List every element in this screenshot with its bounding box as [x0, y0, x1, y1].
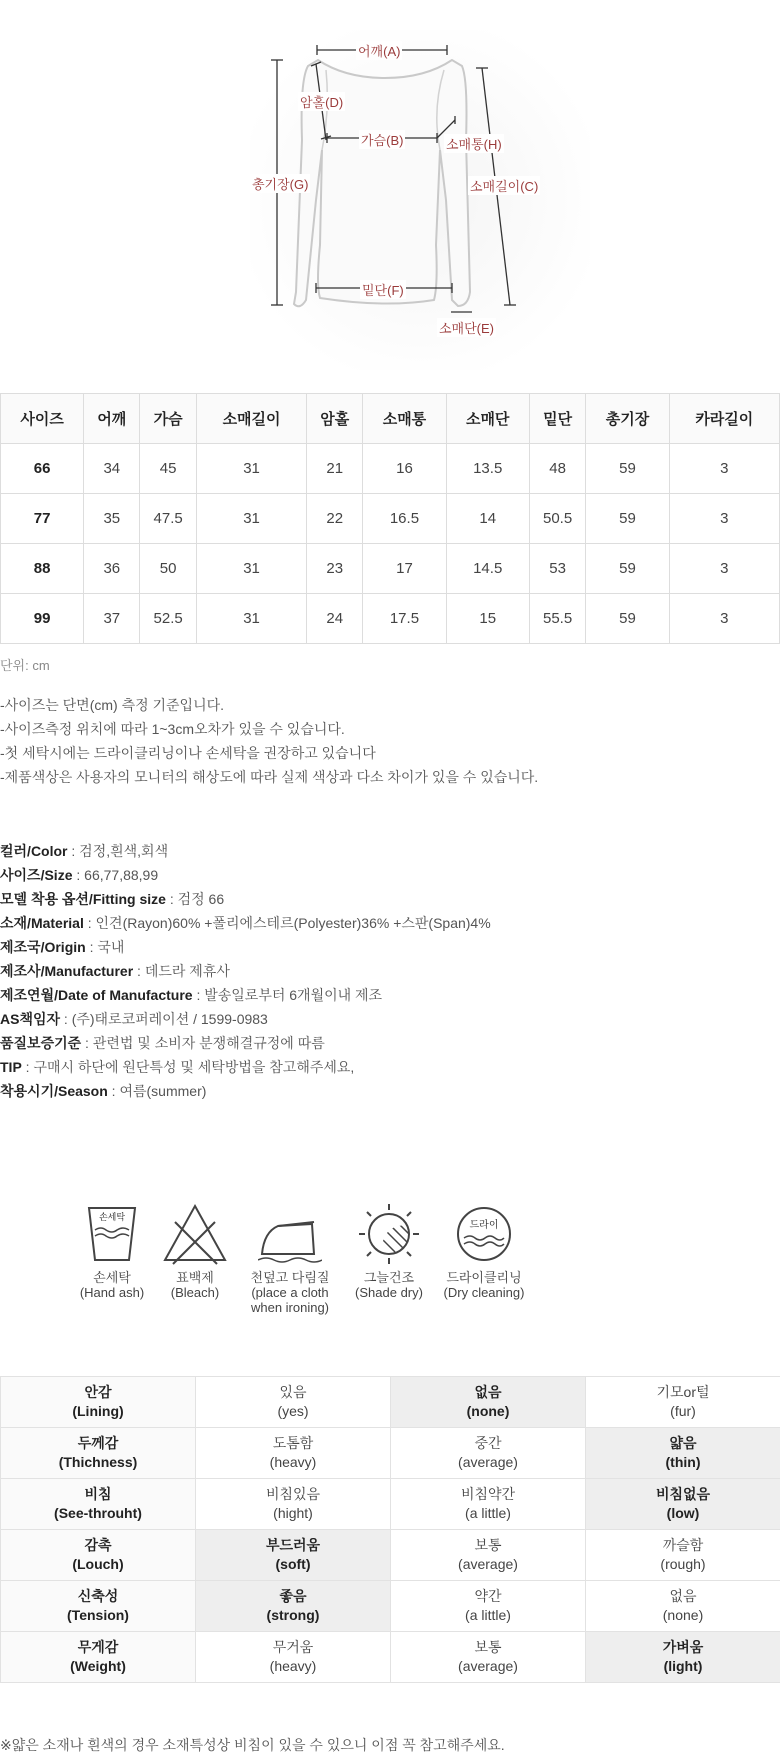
info-line: [0, 839, 491, 863]
fabric-option: [391, 1632, 586, 1683]
care-sub: (Bleach): [170, 1285, 220, 1300]
size-header-cell: 소매길이: [196, 394, 306, 444]
fabric-option: [391, 1530, 586, 1581]
note-line: -사이즈측정 위치에 따라 1~3cm오차가 있을 수 있습니다.: [0, 721, 345, 737]
care-sub: (Shade dry): [355, 1285, 423, 1300]
size-value-cell: 52.5: [140, 594, 197, 644]
fabric-option-ko: 얇음: [669, 1435, 697, 1451]
fabric-option-en: (yes): [277, 1403, 309, 1419]
fabric-option-ko: 까슬함: [662, 1537, 704, 1553]
fabric-option-en: (a little): [465, 1607, 511, 1623]
hand-wash-icon: [85, 1202, 139, 1266]
fabric-option: [391, 1581, 586, 1632]
size-value-cell: 45: [140, 444, 197, 494]
iron-with-cloth-icon: [258, 1202, 322, 1266]
fabric-option-ko: 좋음: [279, 1588, 307, 1604]
size-value-cell: 53: [529, 544, 586, 594]
size-value-cell: 59: [586, 444, 669, 494]
info-line: [0, 935, 491, 959]
fabric-option-ko: 없음: [474, 1384, 502, 1400]
fabric-row: [1, 1632, 780, 1683]
info-line: [0, 1031, 491, 1055]
fabric-attribute-ko: 감촉: [84, 1537, 112, 1553]
care-label: 표백제: [176, 1270, 214, 1285]
fabric-option-ko: 비침있음: [265, 1486, 321, 1502]
info-label: 품질보증기준: [0, 1035, 82, 1051]
size-header-cell: 총기장: [586, 394, 669, 444]
size-value-cell: 59: [586, 594, 669, 644]
fabric-option-ko: 보통: [474, 1537, 502, 1553]
info-label: 착용시기/Season: [0, 1083, 108, 1099]
info-line: [0, 1079, 491, 1103]
size-header-cell: 밑단: [529, 394, 586, 444]
size-header-cell: 소매단: [446, 394, 529, 444]
fabric-option: [586, 1530, 780, 1581]
fabric-option-ko: 있음: [279, 1384, 307, 1400]
fabric-option-selected: [586, 1632, 780, 1683]
size-value-cell: 37: [84, 594, 140, 644]
size-value-cell: 48: [529, 444, 586, 494]
dry-cleaning-icon-text: 드라이: [469, 1220, 499, 1231]
size-value-cell: 3: [669, 444, 779, 494]
size-value-cell: 21: [307, 444, 363, 494]
fabric-option: [196, 1479, 391, 1530]
fabric-option-selected: [196, 1530, 391, 1581]
fabric-attribute-ko: 두께감: [77, 1435, 119, 1451]
note-line: -제품색상은 사용자의 모니터의 해상도에 따라 실제 색상과 다소 차이가 있을 수 있습니다.: [0, 769, 539, 785]
fabric-option-selected: [586, 1428, 780, 1479]
size-value-cell: 3: [669, 594, 779, 644]
size-value-cell: 22: [307, 494, 363, 544]
fabric-attribute: [1, 1632, 196, 1683]
fabric-option-en: (hight): [273, 1505, 313, 1521]
info-label: 제조사/Manufacturer: [0, 963, 134, 979]
size-label-cell: 66: [1, 444, 84, 494]
size-value-cell: 3: [669, 544, 779, 594]
fabric-attribute: [1, 1479, 196, 1530]
info-value: : 구매시 하단에 원단특성 및 세탁방법을 참고해주세요,: [21, 1059, 355, 1075]
fabric-option-en: (rough): [660, 1556, 706, 1572]
fabric-option-en: (heavy): [269, 1658, 317, 1674]
fabric-option: [196, 1428, 391, 1479]
fabric-option-en: (none): [466, 1403, 510, 1419]
fabric-option-en: (strong): [266, 1607, 320, 1623]
info-label: 모델 착용 옵션/Fitting size: [0, 891, 166, 907]
size-value-cell: 55.5: [529, 594, 586, 644]
fabric-attribute-en: (Thichness): [58, 1454, 138, 1470]
size-table-row: [1, 544, 780, 594]
hand-wash-icon-text: 손세탁: [98, 1213, 126, 1223]
fabric-option-en: (thin): [665, 1454, 701, 1470]
fabric-option: [391, 1479, 586, 1530]
info-label: 제조연월/Date of Manufacture: [0, 987, 193, 1003]
fabric-attribute: [1, 1428, 196, 1479]
fabric-option-en: (none): [662, 1607, 704, 1623]
info-value: : 관련법 및 소비자 분쟁해결규정에 따름: [81, 1035, 325, 1051]
fabric-table: [0, 1376, 780, 1683]
label-sleeve-width: 소매통(H): [444, 134, 504, 153]
size-value-cell: 17.5: [363, 594, 446, 644]
fabric-option-selected: [196, 1581, 391, 1632]
size-value-cell: 31: [196, 594, 306, 644]
fabric-option-en: (low): [666, 1505, 700, 1521]
fabric-option: [196, 1377, 391, 1428]
info-label: 소재/Material: [0, 915, 84, 931]
fabric-attribute: [1, 1530, 196, 1581]
fabric-attribute-ko: 무게감: [77, 1639, 119, 1655]
label-total-length: 총기장(G): [250, 174, 310, 193]
fabric-option-en: (light): [663, 1658, 703, 1674]
info-value: : 발송일로부터 6개월이내 제조: [192, 987, 383, 1003]
size-table: [0, 393, 780, 644]
fabric-row: [1, 1479, 780, 1530]
care-sub: when ironing): [250, 1300, 330, 1315]
care-ironing: [244, 1202, 336, 1315]
shade-dry-icon: [357, 1202, 421, 1266]
measurement-diagram: [0, 0, 780, 375]
fabric-option: [586, 1581, 780, 1632]
fabric-option-en: (average): [458, 1454, 518, 1470]
fabric-option-en: (average): [458, 1556, 518, 1572]
size-table-row: [1, 594, 780, 644]
size-value-cell: 14.5: [446, 544, 529, 594]
size-value-cell: 47.5: [140, 494, 197, 544]
fabric-option-ko: 도톰함: [272, 1435, 314, 1451]
fabric-option-ko: 부드러움: [265, 1537, 321, 1553]
fabric-row: [1, 1377, 780, 1428]
size-value-cell: 17: [363, 544, 446, 594]
fabric-option-ko: 중간: [474, 1435, 502, 1451]
note-line: -첫 세탁시에는 드라이클리닝이나 손세탁을 권장하고 있습니다: [0, 745, 376, 761]
fabric-attribute-ko: 비침: [84, 1486, 112, 1502]
note-line: -사이즈는 단면(cm) 측정 기준입니다.: [0, 697, 225, 713]
no-bleach-icon: [163, 1202, 227, 1266]
unit-note: 단위: cm: [0, 658, 50, 673]
info-label: TIP: [0, 1059, 22, 1075]
info-label: 제조국/Origin: [0, 939, 86, 955]
label-chest: 가슴(B): [359, 130, 405, 149]
size-header-cell: 암홀: [307, 394, 363, 444]
size-value-cell: 50.5: [529, 494, 586, 544]
size-value-cell: 31: [196, 444, 306, 494]
care-sub: (Hand ash): [79, 1285, 145, 1300]
info-value: : 검정 66: [165, 891, 225, 907]
info-value: : 검정,흰색,회색: [67, 843, 169, 859]
size-header-cell: 소매통: [363, 394, 446, 444]
fabric-option-ko: 가벼움: [662, 1639, 704, 1655]
info-label: 컬러/Color: [0, 843, 68, 859]
care-dry-cleaning: [436, 1202, 532, 1300]
info-line: [0, 911, 491, 935]
size-table-row: [1, 444, 780, 494]
care-label: 천덮고 다림질: [250, 1270, 330, 1285]
fabric-option-ko: 비침없음: [655, 1486, 711, 1502]
size-value-cell: 16.5: [363, 494, 446, 544]
size-value-cell: 23: [307, 544, 363, 594]
info-line: [0, 959, 491, 983]
fabric-option: [391, 1428, 586, 1479]
care-sub: (Dry cleaning): [443, 1285, 525, 1300]
label-sleeve-length: 소매길이(C): [468, 176, 540, 195]
fabric-option: [196, 1632, 391, 1683]
info-value: : 데드라 제휴사: [133, 963, 230, 979]
size-header-cell: 가슴: [140, 394, 197, 444]
size-header-cell: 카라길이: [669, 394, 779, 444]
size-value-cell: 59: [586, 494, 669, 544]
size-value-cell: 31: [196, 544, 306, 594]
size-label-cell: 88: [1, 544, 84, 594]
fabric-option-ko: 보통: [474, 1639, 502, 1655]
info-value: : 인견(Rayon)60% +폴리에스테르(Polyester)36% +스판(Span)4%: [83, 915, 491, 931]
fabric-attribute-en: (See-throuht): [54, 1505, 142, 1521]
size-value-cell: 34: [84, 444, 140, 494]
info-value: : 여름(summer): [107, 1083, 207, 1099]
product-info: [0, 839, 491, 1103]
fabric-option-ko: 약간: [474, 1588, 502, 1604]
size-value-cell: 59: [586, 544, 669, 594]
footnote: ※얇은 소재나 흰색의 경우 소재특성상 비침이 있을 수 있으니 이점 꼭 참고해주세요.: [0, 1737, 505, 1753]
size-value-cell: 35: [84, 494, 140, 544]
fabric-option-en: (fur): [670, 1403, 696, 1419]
fabric-option-selected: [391, 1377, 586, 1428]
fabric-option-en: (heavy): [269, 1454, 317, 1470]
info-label: 사이즈/Size: [0, 867, 73, 883]
fabric-row: [1, 1428, 780, 1479]
care-hand-wash: [68, 1202, 156, 1300]
fabric-option-en: (average): [458, 1658, 518, 1674]
fabric-option-ko: 무거움: [272, 1639, 314, 1655]
label-armhole: 암홀(D): [298, 92, 345, 111]
label-cuff: 소매단(E): [437, 318, 496, 337]
size-value-cell: 15: [446, 594, 529, 644]
fabric-attribute-en: (Weight): [70, 1658, 126, 1674]
size-notes: [0, 693, 538, 789]
care-shade-dry: [344, 1202, 434, 1300]
fabric-option-ko: 기모or털: [656, 1384, 710, 1400]
fabric-attribute-en: (Louch): [72, 1556, 124, 1572]
fabric-attribute: [1, 1377, 196, 1428]
size-value-cell: 16: [363, 444, 446, 494]
info-line: [0, 887, 491, 911]
size-value-cell: 13.5: [446, 444, 529, 494]
size-value-cell: 24: [307, 594, 363, 644]
care-bleach: [150, 1202, 240, 1300]
size-label-cell: 99: [1, 594, 84, 644]
fabric-option-ko: 없음: [669, 1588, 697, 1604]
size-header-cell: 사이즈: [1, 394, 84, 444]
size-value-cell: 31: [196, 494, 306, 544]
info-label: AS책임자: [0, 1011, 61, 1027]
fabric-option: [586, 1377, 780, 1428]
fabric-attribute-en: (Lining): [72, 1403, 124, 1419]
info-line: [0, 1007, 491, 1031]
info-line: [0, 983, 491, 1007]
fabric-attribute: [1, 1581, 196, 1632]
size-label-cell: 77: [1, 494, 84, 544]
size-header-cell: 어깨: [84, 394, 140, 444]
fabric-option-selected: [586, 1479, 780, 1530]
info-value: : (주)태로코퍼레이션 / 1599-0983: [60, 1011, 268, 1027]
dry-cleaning-icon: [452, 1202, 516, 1266]
fabric-option-en: (soft): [275, 1556, 311, 1572]
info-value: : 66,77,88,99: [72, 867, 159, 883]
size-value-cell: 3: [669, 494, 779, 544]
info-line: [0, 1055, 491, 1079]
size-value-cell: 14: [446, 494, 529, 544]
care-label: 드라이클리닝: [446, 1270, 522, 1285]
care-label: 그늘건조: [363, 1270, 415, 1285]
info-line: [0, 863, 491, 887]
care-sub: (place a cloth: [251, 1285, 329, 1300]
fabric-attribute-en: (Tension): [67, 1607, 129, 1623]
fabric-attribute-ko: 신축성: [77, 1588, 119, 1604]
fabric-row: [1, 1530, 780, 1581]
info-value: : 국내: [85, 939, 125, 955]
fabric-option-ko: 비침약간: [460, 1486, 516, 1502]
label-shoulder: 어깨(A): [356, 41, 402, 60]
size-table-header: [1, 394, 780, 444]
care-label: 손세탁: [93, 1270, 131, 1285]
fabric-row: [1, 1581, 780, 1632]
fabric-attribute-ko: 안감: [84, 1384, 112, 1400]
size-table-row: [1, 494, 780, 544]
size-value-cell: 36: [84, 544, 140, 594]
size-value-cell: 50: [140, 544, 197, 594]
fabric-option-en: (a little): [465, 1505, 511, 1521]
label-hem: 밑단(F): [360, 280, 406, 299]
